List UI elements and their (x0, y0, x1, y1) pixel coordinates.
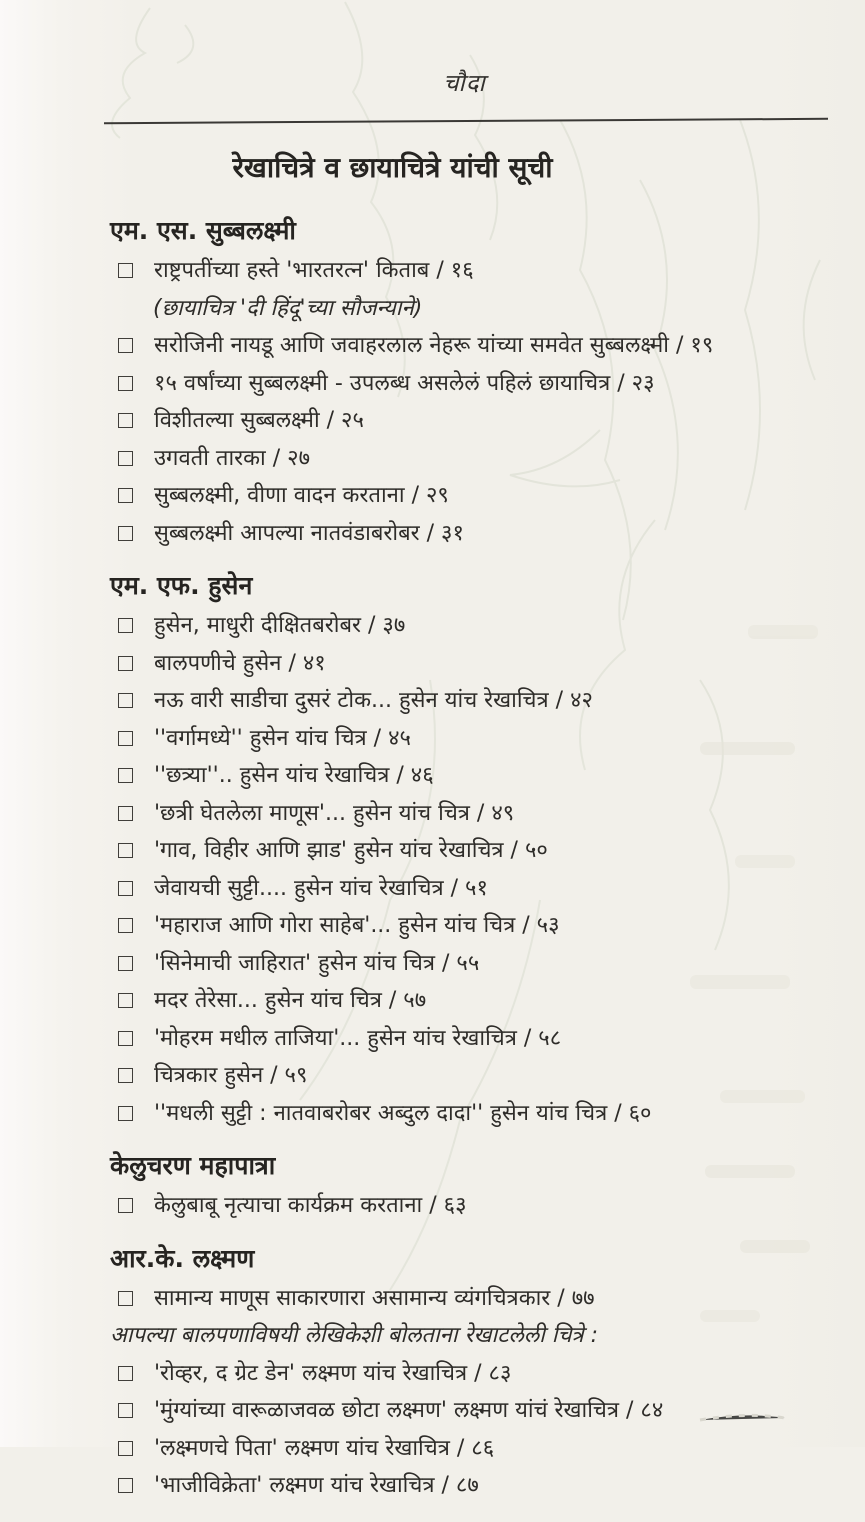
toc-row (110, 1098, 830, 1136)
row-text: हुसेन, माधुरी दीक्षितबरोबर / ३७ (154, 613, 406, 638)
row-text: राष्ट्रपतींच्या हस्ते 'भारतरत्न' किताब / १६ (154, 258, 474, 283)
checkbox-icon (118, 1068, 133, 1083)
row-text: 'गाव, विहीर आणि झाड' हुसेन यांच रेखाचित्र / ५० (154, 838, 548, 863)
section-rows (110, 255, 830, 555)
toc-row (110, 835, 830, 873)
toc-row (110, 798, 830, 836)
section-rows (110, 1283, 830, 1508)
checkbox-icon (118, 881, 133, 896)
section-heading: आर.के. लक्ष्मण (110, 1243, 255, 1273)
row-text: 'मोहरम मधील ताजिया'... हुसेन यांच रेखाचित्र / ५८ (154, 1025, 562, 1051)
checkbox-icon (118, 488, 133, 503)
checkbox-icon (118, 993, 133, 1008)
row-text: सामान्य माणूस साकारणारा असामान्य व्यंगचित्रकार / ७७ (154, 1285, 595, 1311)
checkbox-icon (118, 693, 133, 708)
row-text: चित्रकार हुसेन / ५९ (154, 1063, 308, 1088)
row-text: बालपणीचे हुसेन / ४१ (154, 650, 326, 676)
toc-row (110, 1358, 830, 1396)
row-text: 'सिनेमाची जाहिरात' हुसेन यांच चित्र / ५५ (154, 950, 480, 976)
checkbox-icon (118, 768, 133, 783)
toc-section (110, 1149, 830, 1228)
row-text: 'छत्री घेतलेला माणूस'... हुसेन यांच चित्र / ४९ (154, 800, 515, 826)
toc-sections (110, 200, 830, 1522)
row-text: 'महाराज आणि गोरा साहेब'... हुसेन यांच चित्र / ५३ (154, 913, 560, 938)
row-text: ''छत्र्या''.. हुसेन यांच रेखाचित्र / ४६ (154, 763, 434, 788)
toc-row (110, 1190, 830, 1228)
checkbox-icon (118, 413, 133, 428)
checkbox-icon (118, 656, 133, 671)
toc-row (110, 1023, 830, 1061)
toc-row (110, 443, 830, 481)
row-text: 'रोव्हर, द ग्रेट डेन' लक्ष्मण यांच रेखाचित्र / ८३ (154, 1360, 512, 1386)
toc-section (110, 569, 830, 1135)
header-divider (104, 118, 828, 125)
toc-row (110, 610, 830, 648)
toc-row (110, 293, 830, 331)
row-text: 'लक्ष्मणचे पिता' लक्ष्मण यांच रेखाचित्र / ८६ (154, 1435, 495, 1461)
row-text: उगवती तारका / २७ (154, 445, 311, 471)
section-heading: एम. एफ. हुसेन (110, 571, 253, 600)
page-title: रेखाचित्रे व छायाचित्रे यांची सूची (232, 151, 553, 184)
toc-row (110, 368, 830, 406)
section-rows (110, 610, 830, 1135)
toc-section (110, 1242, 830, 1508)
toc-row (110, 723, 830, 761)
toc-row (110, 760, 830, 798)
toc-row (110, 480, 830, 518)
row-text: (छायाचित्र 'दी हिंदू'च्या सौजन्याने) (153, 295, 423, 321)
toc-row (110, 1060, 830, 1098)
checkbox-icon (118, 1478, 133, 1493)
toc-row (110, 685, 830, 723)
section-rows (110, 1190, 830, 1228)
row-text: 'मुंग्यांच्या वारूळाजवळ छोटा लक्ष्मण' लक्ष्मण यांचं रेखाचित्र / ८४ (154, 1398, 664, 1423)
row-text: केलुबाबू नृत्याचा कार्यक्रम करताना / ६३ (154, 1193, 467, 1218)
toc-section (110, 214, 830, 555)
checkbox-icon (118, 1198, 133, 1213)
section-heading: एम. एस. सुब्बलक्ष्मी (110, 216, 296, 245)
checkbox-icon (118, 731, 133, 746)
toc-row (110, 405, 830, 443)
checkbox-icon (118, 806, 133, 821)
row-text: ''वर्गामध्ये'' हुसेन यांच चित्र / ४५ (154, 725, 411, 751)
checkbox-icon (118, 1441, 133, 1456)
toc-row (110, 1433, 830, 1471)
toc-row (110, 330, 830, 368)
checkbox-icon (118, 843, 133, 858)
toc-row (110, 873, 830, 911)
checkbox-icon (118, 1106, 133, 1121)
toc-row (110, 985, 830, 1023)
toc-row (110, 1283, 830, 1321)
checkbox-icon (118, 338, 133, 353)
toc-row (110, 518, 830, 556)
toc-row (110, 1470, 830, 1508)
row-text: सुब्बलक्ष्मी, वीणा वादन करताना / २९ (154, 483, 449, 508)
section-heading: केलुचरण महापात्रा (110, 1151, 276, 1180)
row-text: सरोजिनी नायडू आणि जवाहरलाल नेहरू यांच्या समवेत सुब्बलक्ष्मी / १९ (154, 333, 714, 358)
checkbox-icon (118, 1366, 133, 1381)
toc-row (110, 910, 830, 948)
toc-row (110, 648, 830, 686)
checkbox-icon (118, 526, 133, 541)
row-text: सुब्बलक्ष्मी आपल्या नातवंडाबरोबर / ३१ (154, 520, 464, 546)
checkbox-icon (118, 1031, 133, 1046)
checkbox-icon (118, 263, 133, 278)
toc-row (110, 1395, 830, 1433)
row-text: 'भाजीविक्रेता' लक्ष्मण यांच रेखाचित्र / ८७ (154, 1473, 479, 1498)
row-text: मदर तेरेसा... हुसेन यांच चित्र / ५७ (154, 988, 427, 1013)
row-text: आपल्या बालपणाविषयी लेखिकेशी बोलताना रेखाटलेली चित्रे : (110, 1323, 598, 1348)
row-text: १५ वर्षांच्या सुब्बलक्ष्मी - उपलब्ध असलेलं पहिलं छायाचित्र / २३ (154, 370, 655, 396)
toc-row (110, 1320, 830, 1358)
checkbox-icon (118, 956, 133, 971)
toc-row (110, 948, 830, 986)
checkbox-icon (118, 451, 133, 466)
checkbox-icon (118, 1403, 133, 1418)
row-text: विशीतल्या सुब्बलक्ष्मी / २५ (154, 408, 364, 433)
checkbox-icon (118, 618, 133, 633)
checkbox-icon (118, 918, 133, 933)
row-text: जेवायची सुट्टी.... हुसेन यांच रेखाचित्र / ५१ (154, 875, 488, 901)
toc-row (110, 255, 830, 293)
checkbox-icon (118, 376, 133, 391)
row-text: नऊ वारी साडीचा दुसरं टोक... हुसेन यांच रेखाचित्र / ४२ (154, 688, 593, 713)
checkbox-icon (118, 1291, 133, 1306)
running-head: चौदा (443, 69, 486, 97)
row-text: ''मधली सुट्टी : नातवाबरोबर अब्दुल दादा'' हुसेन यांच चित्र / ६० (154, 1100, 652, 1126)
